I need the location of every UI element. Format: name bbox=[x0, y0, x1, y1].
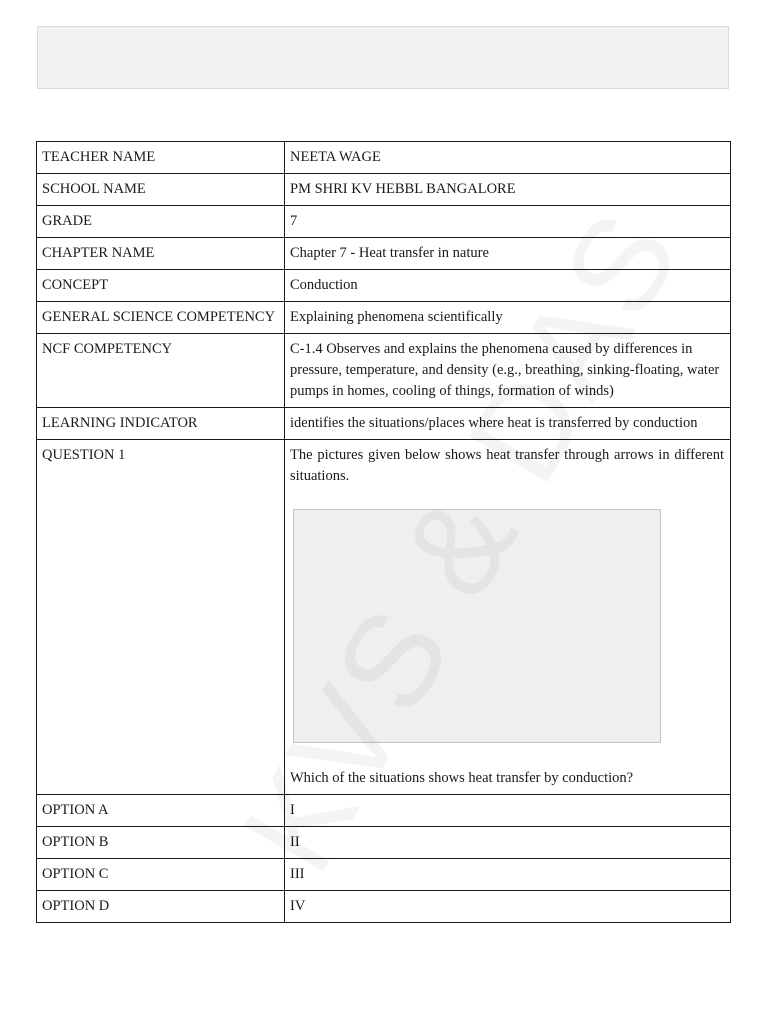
table-row bbox=[37, 142, 731, 174]
question-intro: The pictures given below shows heat transfer through arrows in different situations. bbox=[290, 447, 724, 484]
row-label: SCHOOL NAME bbox=[37, 174, 285, 206]
table-row bbox=[37, 270, 731, 302]
option-row bbox=[37, 859, 731, 891]
row-value: C-1.4 Observes and explains the phenomena caused by differences in pressure, temperature, and density (e.g., breathing, sinking-floating, water pumps in homes, cooling of things, formation of winds) bbox=[285, 334, 731, 408]
question-cell bbox=[285, 440, 731, 795]
row-label: GENERAL SCIENCE COMPETENCY bbox=[37, 302, 285, 334]
option-row bbox=[37, 891, 731, 923]
row-value: identifies the situations/places where heat is transferred by conduction bbox=[285, 408, 731, 440]
row-value: 7 bbox=[285, 206, 731, 238]
row-label: CONCEPT bbox=[37, 270, 285, 302]
row-label: LEARNING INDICATOR bbox=[37, 408, 285, 440]
option-label: OPTION A bbox=[37, 795, 285, 827]
table-row bbox=[37, 206, 731, 238]
row-label: NCF COMPETENCY bbox=[37, 334, 285, 408]
table-row bbox=[37, 334, 731, 408]
option-label: OPTION D bbox=[37, 891, 285, 923]
question-label: QUESTION 1 bbox=[37, 440, 285, 795]
row-value: Chapter 7 - Heat transfer in nature bbox=[285, 238, 731, 270]
option-value: III bbox=[285, 859, 731, 891]
option-value: IV bbox=[285, 891, 731, 923]
option-label: OPTION B bbox=[37, 827, 285, 859]
row-label: TEACHER NAME bbox=[37, 142, 285, 174]
option-value: I bbox=[285, 795, 731, 827]
table-row bbox=[37, 408, 731, 440]
row-value: NEETA WAGE bbox=[285, 142, 731, 174]
header-banner bbox=[37, 26, 729, 89]
row-value: Conduction bbox=[285, 270, 731, 302]
row-value: PM SHRI KV HEBBL BANGALORE bbox=[285, 174, 731, 206]
table-row bbox=[37, 302, 731, 334]
worksheet-table bbox=[36, 141, 731, 923]
row-label: CHAPTER NAME bbox=[37, 238, 285, 270]
option-row bbox=[37, 795, 731, 827]
option-row bbox=[37, 827, 731, 859]
question-row bbox=[37, 440, 731, 795]
row-value: Explaining phenomena scientifically bbox=[285, 302, 731, 334]
row-label: GRADE bbox=[37, 206, 285, 238]
question-figure bbox=[293, 509, 661, 743]
table-row bbox=[37, 238, 731, 270]
table-row bbox=[37, 174, 731, 206]
question-prompt: Which of the situations shows heat transfer by conduction? bbox=[290, 770, 634, 786]
option-value: II bbox=[285, 827, 731, 859]
option-label: OPTION C bbox=[37, 859, 285, 891]
